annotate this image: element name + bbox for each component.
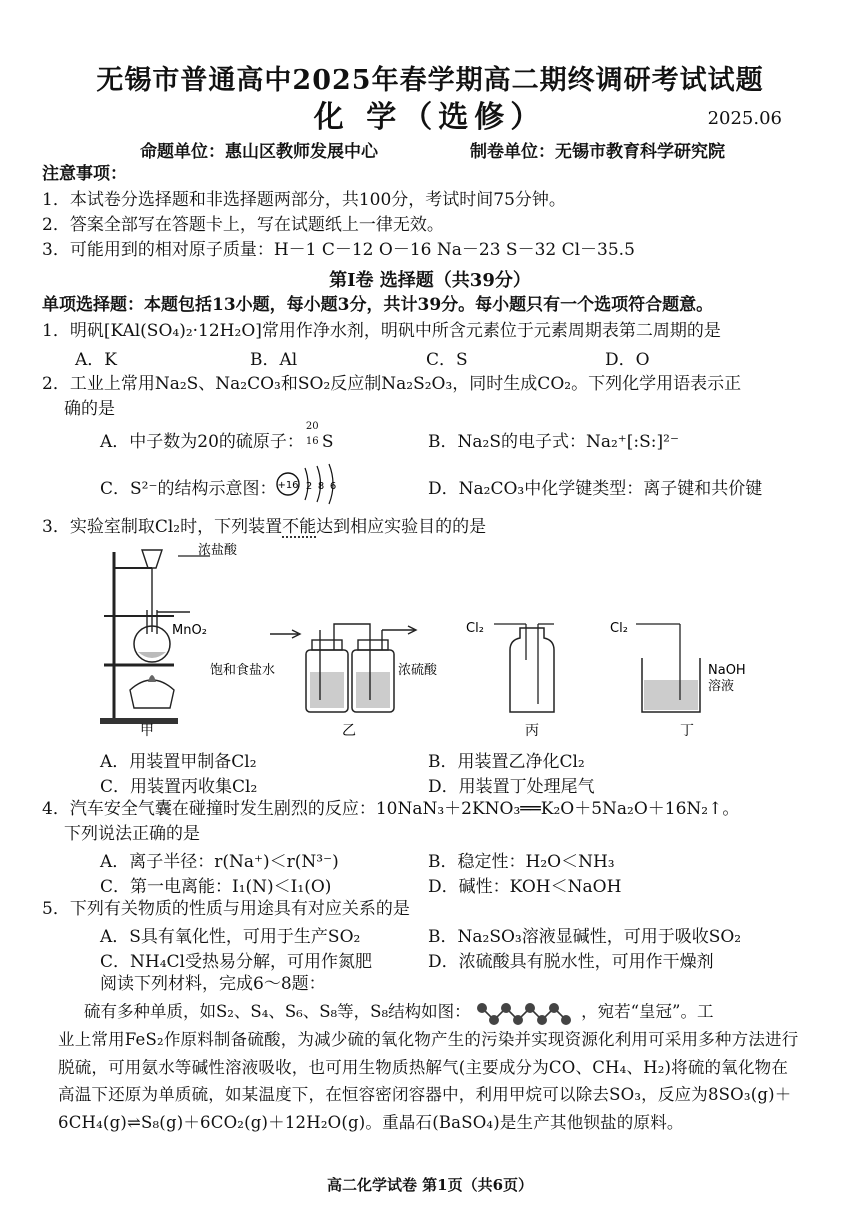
q4-option-c: C．第一电离能：I₁(N)＜I₁(O)	[100, 877, 332, 897]
label-naoh: NaOH	[708, 663, 746, 678]
q2-stem: 2．工业上常用Na₂S、Na₂CO₃和SO₂反应制Na₂S₂O₃，同时生成CO₂。下列化学用语表示正	[42, 374, 742, 394]
label-conc-hcl: 浓盐酸	[198, 543, 238, 558]
note-item: 3．可能用到的相对原子质量：H－1 C－12 O－16 Na－23 S－32 Cl－35.5	[42, 240, 635, 260]
unit-right: 制卷单位：无锡市教育科学研究院	[470, 142, 725, 162]
exam-date: 2025.06	[707, 108, 782, 129]
q4-stem: 4．汽车安全气囊在碰撞时发生剧烈的反应：10NaN₃＋2KNO₃══K₂O＋5Na₂O＋16N₂↑。	[42, 799, 740, 819]
shell-2-electrons: 8	[317, 481, 325, 492]
note-item: 2．答案全部写在答题卡上，写在试题纸上一律无效。	[42, 215, 444, 235]
apparatus-label-bing: 丙	[525, 723, 539, 739]
gas-collection-bottle	[510, 628, 554, 712]
apparatus-label-jia: 甲	[140, 723, 154, 739]
apparatus-label-ding: 丁	[680, 723, 694, 739]
q5-option-b: B．Na₂SO₃溶液显碱性，可用于吸收SO₂	[428, 927, 742, 947]
q3-option-b: B．用装置乙净化Cl₂	[428, 752, 585, 772]
label-cl2-bing: Cl₂	[466, 621, 484, 636]
subject-title: 化 学（选修）	[313, 100, 547, 135]
q2-stem-cont: 确的是	[64, 399, 115, 419]
label-mno2: MnO₂	[172, 623, 207, 638]
apparatus-label-yi: 乙	[342, 723, 356, 739]
shell-1-electrons: 2	[305, 481, 313, 492]
q2-option-b: B．Na₂S的电子式：Na₂⁺[:S:]²⁻	[428, 432, 679, 452]
q5-option-c: C．NH₄Cl受热易分解，可用作氮肥	[100, 952, 372, 972]
apparatus-yi	[210, 624, 438, 739]
q1-option-c: C．S	[426, 350, 468, 370]
q2-option-c: C．S²⁻的结构示意图：	[100, 479, 277, 499]
q1-option-b: B．Al	[250, 350, 298, 370]
q3-option-a: A．用装置甲制备Cl₂	[100, 752, 257, 772]
q3-stem: 3．实验室制取Cl₂时，下列装置不能达到相应实验目的的是	[42, 517, 487, 537]
q5-option-d: D．浓硫酸具有脱水性，可用作干燥剂	[428, 952, 714, 972]
material-line-1: 硫有多种单质，如S₂、S₄、S₆、S₈等，S₈结构如图： ，宛若“皇冠”。工	[84, 998, 713, 1026]
note-item: 1．本试卷分选择题和非选择题两部分，共100分，考试时间75分钟。	[42, 190, 566, 210]
label-conc-h2so4: 浓硫酸	[398, 663, 438, 678]
nuclide-notation: 20 16	[305, 421, 319, 447]
label-solution: 溶液	[708, 679, 735, 694]
emphasis-not: 不能	[282, 517, 317, 537]
nucleus-charge: +16	[277, 480, 299, 491]
q3-option-d: D．用装置丁处理尾气	[428, 777, 595, 797]
sulfide-ion-structure-diagram	[274, 462, 354, 506]
q2-option-a: A．中子数为20的硫原子： 20 16 S	[100, 421, 334, 452]
apparatus-jia	[100, 542, 238, 739]
q3-option-c: C．用装置丙收集Cl₂	[100, 777, 258, 797]
exam-title: 无锡市普通高中2025年春学期高二期终调研考试试题	[96, 65, 764, 96]
section-title: 第Ⅰ卷 选择题（共39分）	[329, 270, 531, 291]
apparatus-ding	[610, 621, 746, 739]
q5-stem: 5．下列有关物质的性质与用途具有对应关系的是	[42, 899, 410, 919]
page-footer: 高二化学试卷 第1页（共6页）	[326, 1176, 534, 1194]
q4-stem-cont: 下列说法正确的是	[64, 824, 200, 844]
stand-base	[100, 718, 178, 724]
material-intro: 阅读下列材料，完成6～8题：	[100, 974, 326, 994]
q5-option-a: A．S具有氧化性，可用于生产SO₂	[100, 927, 361, 947]
apparatus-bing	[466, 621, 554, 739]
shell-3-electrons: 6	[329, 481, 337, 492]
q1-stem: 1．明矾[KAl(SO₄)₂·12H₂O]常用作净水剂，明矾中所含元素位于元素周期表第二周期的是	[42, 321, 721, 341]
unit-left: 命题单位：惠山区教师发展中心	[140, 142, 378, 162]
s8-crown-structure-icon	[476, 1000, 576, 1026]
q4-option-d: D．碱性：KOH＜NaOH	[428, 877, 622, 897]
alcohol-lamp	[130, 680, 174, 708]
notes-heading: 注意事项：	[42, 164, 127, 184]
q2-option-d: D．Na₂CO₃中化学键类型：离子键和共价键	[428, 479, 763, 499]
separatory-funnel	[142, 550, 162, 568]
material-body: 业上常用FeS₂作原料制备硫酸，为减少硫的氧化物产生的污染并实现资源化利用可采用多种方法进行脱硫，可用氨水等碱性溶液吸收，也可用生物质热解气(主要成分为CO、CH₄、H₂)将硫的氧化物在高温下还原为单质硫，如某温度下，在恒容密闭容器中，利用甲烷可以除去SO₃，反应为8SO₃(g)＋6CH₄(g)⇌S₈(g)＋6CO₂(g)＋12H₂O(g)。重晶石(BaSO₄)是生产其他钡盐的原料。	[58, 1030, 799, 1132]
q3-apparatus-figure	[90, 540, 790, 740]
label-brine: 饱和食盐水	[210, 663, 276, 678]
q4-option-b: B．稳定性：H₂O＜NH₃	[428, 852, 615, 872]
q4-option-a: A．离子半径：r(Na⁺)＜r(N³⁻)	[100, 852, 339, 872]
q1-option-a: A．K	[75, 350, 117, 370]
section-instruction: 单项选择题：本题包括13小题，每小题3分，共计39分。每小题只有一个选项符合题意。	[42, 295, 714, 315]
label-cl2-ding: Cl₂	[610, 621, 628, 636]
q1-option-d: D．O	[605, 350, 650, 370]
